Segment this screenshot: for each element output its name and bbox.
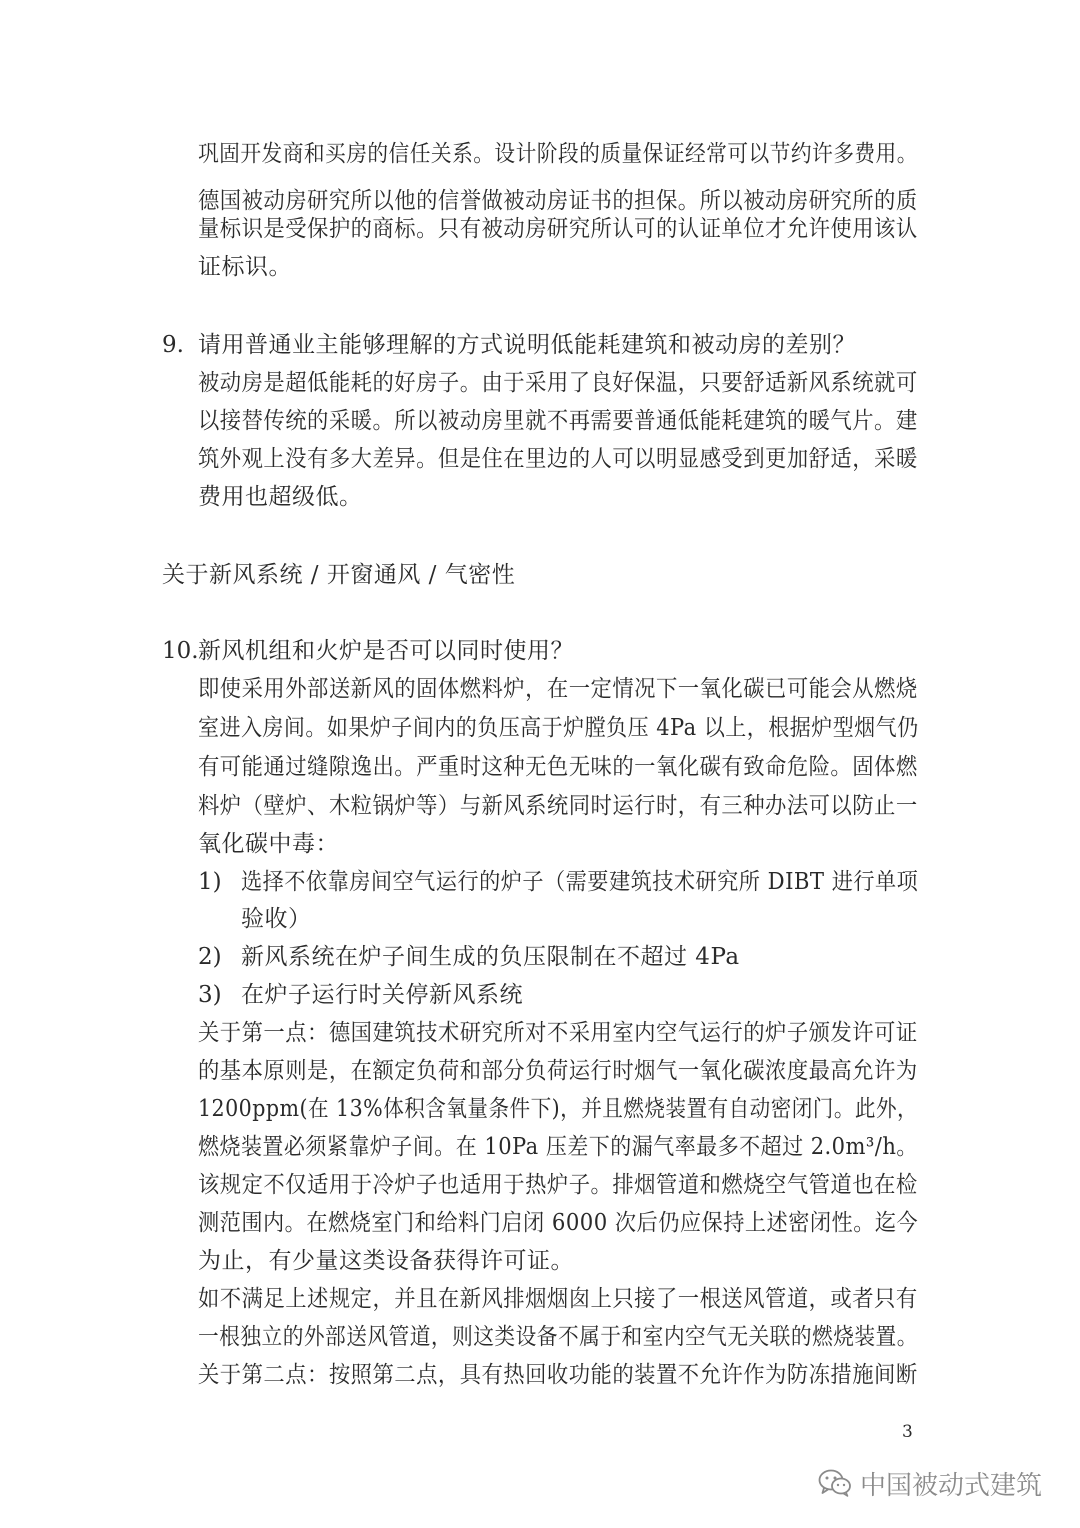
paragraph-line: 德国被动房研究所以他的信誉做被动房证书的担保。所以被动房研究所的质 (198, 188, 918, 214)
answer-line: 如不满足上述规定，并且在新风排烟烟囱上只接了一根送风管道，或者只有 (198, 1286, 918, 1312)
question-number: 10. (162, 638, 199, 664)
answer-line: 即使采用外部送新风的固体燃料炉，在一定情况下一氧化碳已可能会从燃烧 (198, 676, 918, 702)
list-item: 验收） (241, 906, 312, 932)
answer-line: 关于第一点：德国建筑技术研究所对不采用室内空气运行的炉子颁发许可证 (198, 1020, 918, 1046)
answer-line: 以接替传统的采暖。所以被动房里就不再需要普通低能耗建筑的暖气片。建 (198, 408, 918, 434)
question-number: 9. (162, 332, 184, 358)
list-item: 选择不依靠房间空气运行的炉子（需要建筑技术研究所 DIBT 进行单项 (241, 869, 919, 895)
answer-line: 料炉（壁炉、木粒锅炉等）与新风系统同时运行时，有三种办法可以防止一 (198, 793, 918, 819)
list-marker: 2) (198, 944, 222, 970)
answer-line: 氧化碳中毒： (198, 831, 339, 857)
watermark (818, 1463, 1042, 1503)
answer-line: 1200ppm(在 13%体积含氧量条件下)，并且燃烧装置有自动密闭门。此外， (198, 1096, 919, 1122)
list-item: 在炉子运行时关停新风系统 (241, 982, 523, 1008)
answer-line: 室进入房间。如果炉子间内的负压高于炉膛负压 4Pa 以上，根据炉型烟气仍 (198, 715, 919, 741)
paragraph-line: 量标识是受保护的商标。只有被动房研究所认可的认证单位才允许使用该认 (198, 216, 918, 242)
answer-line: 该规定不仅适用于冷炉子也适用于热炉子。排烟管道和燃烧空气管道也在检 (198, 1172, 918, 1198)
question-text: 请用普通业主能够理解的方式说明低能耗建筑和被动房的差别？ (198, 332, 856, 358)
question-text: 新风机组和火炉是否可以同时使用？ (198, 638, 574, 664)
answer-line: 燃烧装置必须紧靠炉子间。在 10Pa 压差下的漏气率最多不超过 2.0m³/h。 (198, 1134, 918, 1160)
list-marker: 3) (198, 982, 222, 1008)
wechat-icon (818, 1469, 852, 1497)
page-number: 3 (902, 1422, 913, 1442)
answer-line: 为止，有少量这类设备获得许可证。 (198, 1248, 574, 1274)
answer-line: 关于第二点：按照第二点，具有热回收功能的装置不允许作为防冻措施间断 (198, 1362, 918, 1388)
paragraph-line: 巩固开发商和买房的信任关系。设计阶段的质量保证经常可以节约许多费用。 (198, 141, 918, 167)
list-marker: 1) (198, 869, 222, 895)
answer-line: 被动房是超低能耗的好房子。由于采用了良好保温，只要舒适新风系统就可 (198, 370, 918, 396)
paragraph-line: 证标识。 (198, 254, 292, 280)
answer-line: 筑外观上没有多大差异。但是住在里边的人可以明显感受到更加舒适，采暖 (198, 446, 918, 472)
answer-line: 一根独立的外部送风管道，则这类设备不属于和室内空气无关联的燃烧装置。 (198, 1324, 918, 1350)
section-heading: 关于新风系统 / 开窗通风 / 气密性 (162, 562, 516, 588)
watermark-text: 中国被动式建筑 (860, 1470, 1043, 1501)
answer-line: 的基本原则是，在额定负荷和部分负荷运行时烟气一氧化碳浓度最高允许为 (198, 1058, 918, 1084)
list-item: 新风系统在炉子间生成的负压限制在不超过 4Pa (241, 944, 740, 970)
answer-line: 费用也超级低。 (198, 484, 363, 510)
answer-line: 有可能通过缝隙逸出。严重时这种无色无味的一氧化碳有致命危险。固体燃 (198, 754, 918, 780)
answer-line: 测范围内。在燃烧室门和给料门启闭 6000 次后仍应保持上述密闭性。迄今 (198, 1210, 919, 1236)
